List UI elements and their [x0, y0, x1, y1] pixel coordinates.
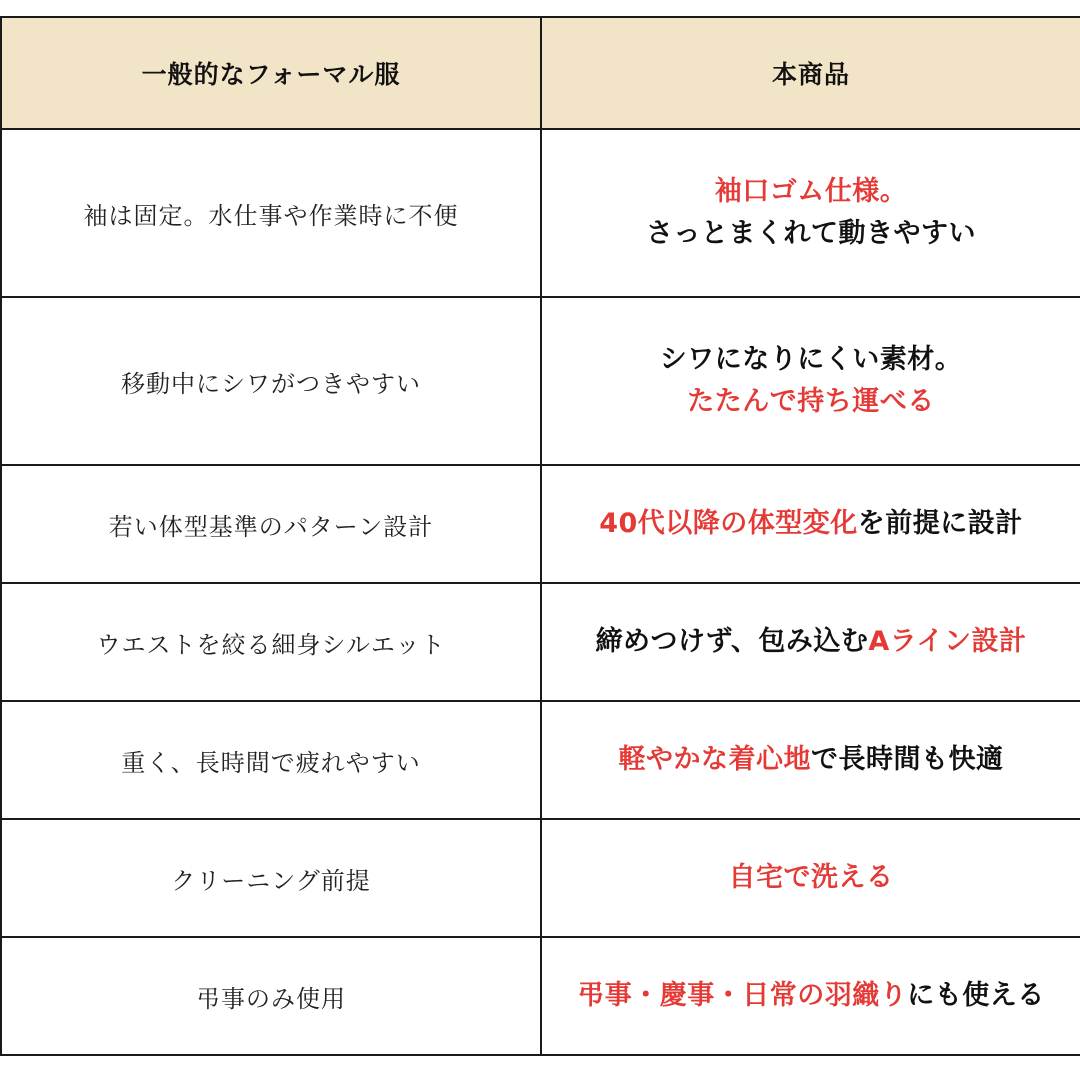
conventional-cell: 若い体型基準のパターン設計: [1, 465, 541, 583]
product-highlight-text: たたんで持ち運べる: [687, 386, 935, 417]
conventional-cell: 弔事のみ使用: [1, 937, 541, 1055]
header-conventional: 一般的なフォーマル服: [1, 17, 541, 129]
product-text: 締めつけず、包み込む: [595, 626, 869, 658]
product-highlight-text: 袖口ゴム仕様。: [714, 176, 908, 208]
table-row: [1, 297, 1080, 465]
product-highlight-text: Aライン設計: [868, 626, 1027, 658]
product-cell: [541, 297, 1080, 465]
header-row: [1, 17, 1080, 129]
product-highlight-text: 40代以降の体型変化: [599, 508, 858, 540]
table-row: [1, 819, 1080, 937]
table-row: [1, 465, 1080, 583]
table-row: [1, 129, 1080, 297]
product-text: にも使える: [907, 980, 1045, 1012]
conventional-cell: ウエストを絞る細身シルエット: [1, 583, 541, 701]
product-text: さっとまくれて動きやすい: [646, 218, 976, 249]
table-row: [1, 583, 1080, 701]
product-highlight-text: 軽やかな着心地: [618, 744, 811, 776]
product-cell: [541, 701, 1080, 819]
product-cell: [541, 465, 1080, 583]
product-cell: [541, 129, 1080, 297]
table-row: [1, 701, 1080, 819]
conventional-cell: 袖は固定。水仕事や作業時に不便: [1, 129, 541, 297]
conventional-cell: 移動中にシワがつきやすい: [1, 297, 541, 465]
product-text: を前提に設計: [857, 508, 1023, 540]
conventional-cell: クリーニング前提: [1, 819, 541, 937]
comparison-table: [0, 16, 1080, 1056]
product-cell: [541, 819, 1080, 937]
product-cell: [541, 583, 1080, 701]
product-highlight-text: 自宅で洗える: [728, 862, 894, 894]
product-highlight-text: 弔事・慶事・日常の羽織り: [577, 980, 908, 1012]
product-text: シワになりにくい素材。: [659, 344, 963, 376]
conventional-cell: 重く、長時間で疲れやすい: [1, 701, 541, 819]
product-text: で長時間も快適: [811, 744, 1004, 776]
product-cell: [541, 937, 1080, 1055]
table-row: [1, 937, 1080, 1055]
header-product: 本商品: [541, 17, 1080, 129]
